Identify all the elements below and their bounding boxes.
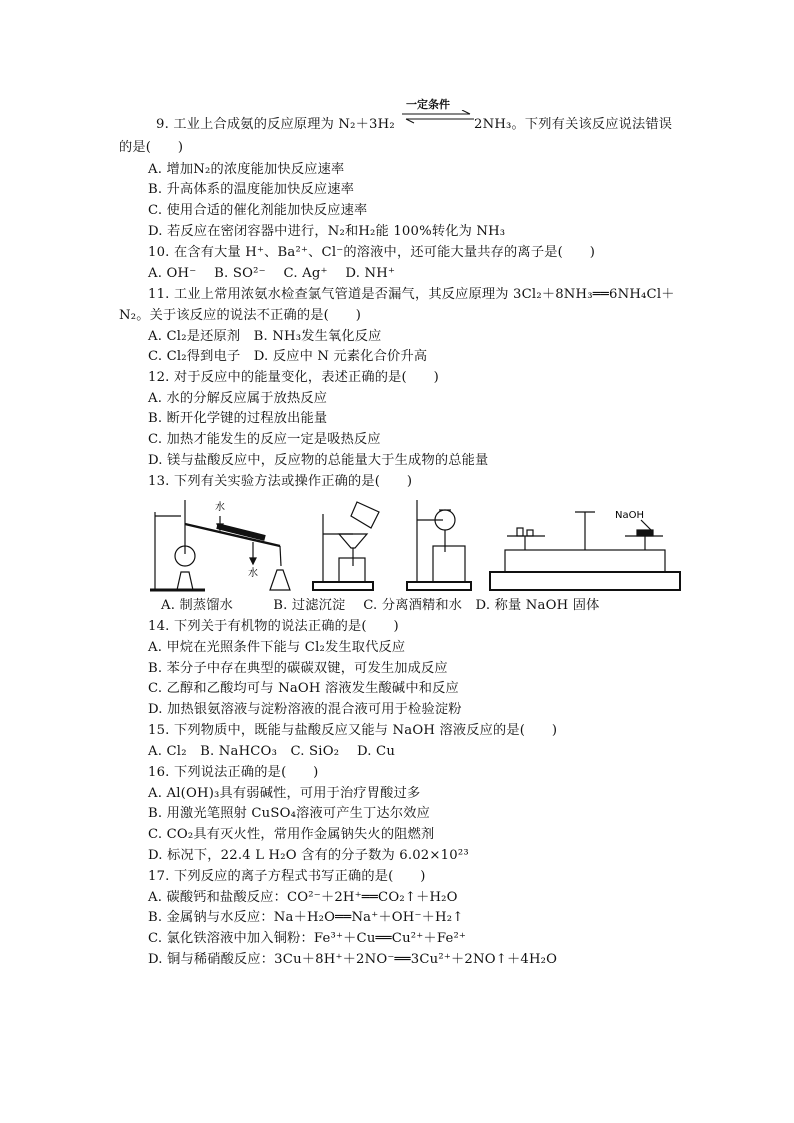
q12-stem: 12. 对于反应中的能量变化，表述正确的是( ) [148,370,440,385]
q9-reaction-condition [400,96,476,130]
q12-option-d: D. 镁与盐酸反应中，反应物的总能量大于生成物的总能量 [148,453,489,468]
q16-option-d: D. 标况下，22.4 L H₂O 含有的分子数为 6.02×10²³ [148,848,469,863]
q10-stem: 10. 在含有大量 H⁺、Ba²⁺、Cl⁻的溶液中，还可能大量共存的离子是( ) [148,245,596,260]
q9-condition-label: 一定条件 [406,98,450,111]
q14-option-d: D. 加热银氨溶液与淀粉溶液的混合液可用于检验淀粉 [148,702,462,717]
q14-option-c: C. 乙醇和乙酸均可与 NaOH 溶液发生酸碱中和反应 [148,681,459,696]
q17-stem: 17. 下列反应的离子方程式书写正确的是( ) [148,869,426,884]
q17-option-c: C. 氯化铁溶液中加入铜粉：Fe³⁺＋Cu══Cu²⁺＋Fe²⁺ [148,931,467,946]
q17-option-a: A. 碳酸钙和盐酸反应：CO²⁻＋2H⁺══CO₂↑＋H₂O [148,890,458,905]
q9-option-a: A. 增加N₂的浓度能加快反应速率 [148,162,345,177]
separatory-apparatus [407,500,471,590]
q15-options: A. Cl₂ B. NaHCO₃ C. SiO₂ D. Cu [148,744,396,759]
q9-stem-part1: 9. 工业上合成氨的反应原理为 N₂＋3H₂ [156,117,395,132]
q10-options: A. OH⁻ B. SO²⁻ C. Ag⁺ D. NH⁺ [148,266,396,281]
q12-option-b: B. 断开化学键的过程放出能量 [148,411,328,426]
q12-option-c: C. 加热才能发生的反应一定是吸热反应 [148,432,381,447]
q9-stem-part2: 2NH₃。下列有关该反应说法错误 [474,117,673,132]
q9-option-d: D. 若反应在密闭容器中进行，N₂和H₂能 100%转化为 NH₃ [148,224,506,239]
q9-stem-line2: 的是( ) [119,140,184,155]
q17-option-b: B. 金属钠与水反应：Na＋H₂O══Na⁺＋OH⁻＋H₂↑ [148,910,464,925]
q16-stem: 16. 下列说法正确的是( ) [148,765,319,780]
q16-option-a: A. Al(OH)₃具有弱碱性，可用于治疗胃酸过多 [148,786,421,801]
water-out-label: 水 [248,568,258,579]
q9-option-c: C. 使用合适的催化剂能加快反应速率 [148,203,368,218]
balance-apparatus [490,512,680,590]
q12-option-a: A. 水的分解反应属于放热反应 [148,391,328,406]
q11-stem: 11. 工业上常用浓氨水检查氯气管道是否漏气，其反应原理为 3Cl₂＋8NH₃══6NH₄Cl＋ [148,287,675,302]
q13-stem: 13. 下列有关实验方法或操作正确的是( ) [148,474,413,489]
q15-stem: 15. 下列物质中，既能与盐酸反应又能与 NaOH 溶液反应的是( ) [148,723,558,738]
q13-options: A. 制蒸馏水 B. 过滤沉淀 C. 分离酒精和水 D. 称量 NaOH 固体 [161,598,600,613]
naoh-label: NaOH [615,510,644,521]
q14-stem: 14. 下列关于有机物的说法正确的是( ) [148,619,399,634]
q14-option-b: B. 苯分子中存在典型的碳碳双键，可发生加成反应 [148,661,448,676]
q11-options-row1: A. Cl₂是还原剂 B. NH₃发生氧化反应 [148,329,382,344]
reversible-arrow-icon [400,110,476,124]
q9-option-b: B. 升高体系的温度能加快反应速率 [148,182,355,197]
q11-options-row2: C. Cl₂得到电子 D. 反应中 N 元素化合价升高 [148,349,428,364]
q13-apparatus-figure [145,494,685,594]
q16-option-c: C. CO₂具有灭火性，常用作金属钠失火的阻燃剂 [148,827,435,842]
q11-stem-line2: N₂。关于该反应的说法不正确的是( ) [119,308,362,323]
filtration-apparatus [313,502,379,590]
q14-option-a: A. 甲烷在光照条件下能与 Cl₂发生取代反应 [148,640,406,655]
q17-option-d: D. 铜与稀硝酸反应：3Cu＋8H⁺＋2NO⁻══3Cu²⁺＋2NO↑＋4H₂O [148,952,558,967]
q16-option-b: B. 用激光笔照射 CuSO₄溶液可产生丁达尔效应 [148,806,430,821]
water-in-label: 水 [215,502,225,513]
distillation-apparatus [150,500,290,590]
